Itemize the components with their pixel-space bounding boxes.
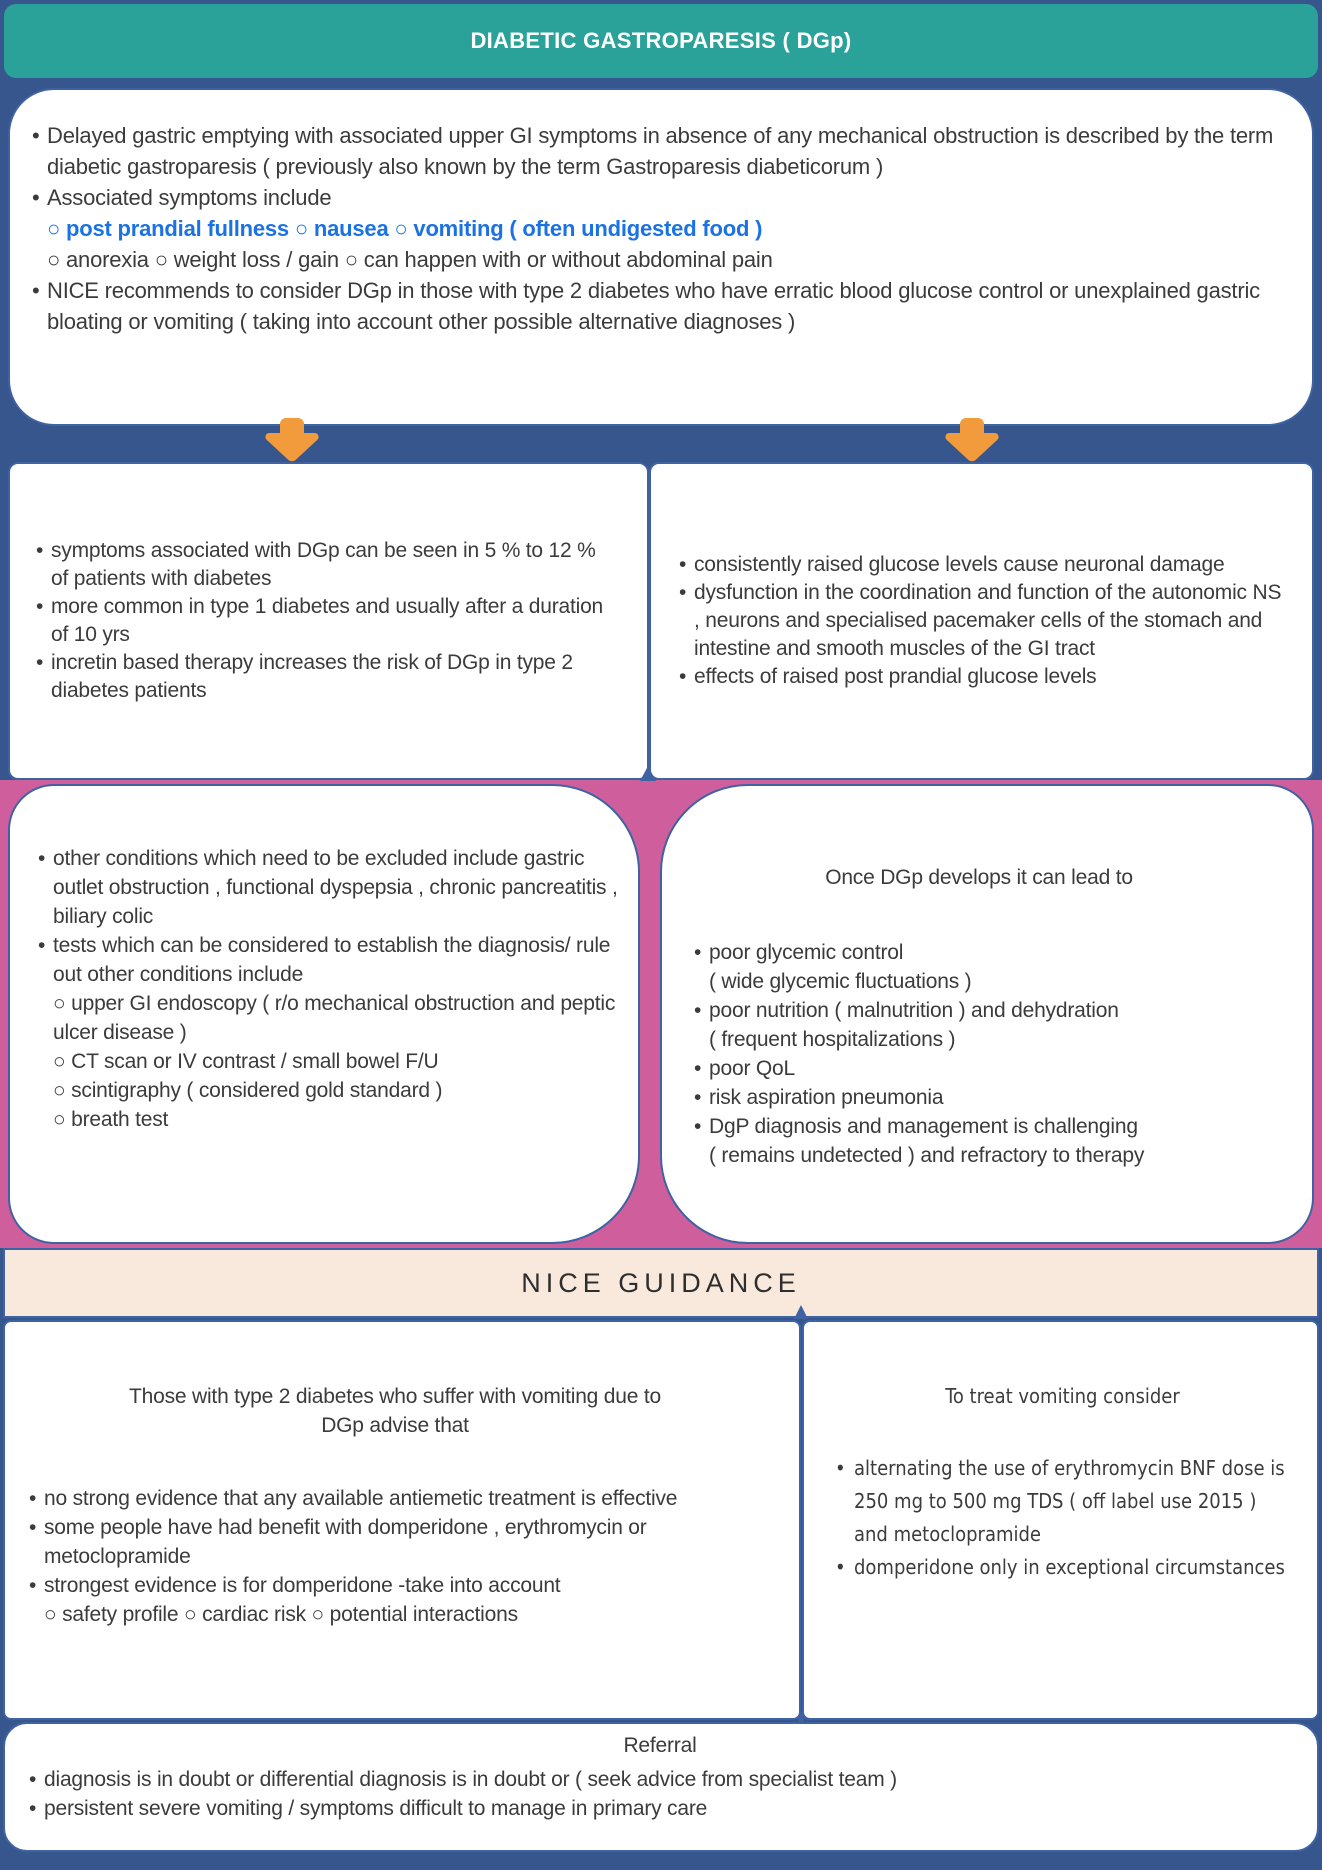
consequence-bullet: • DgP diagnosis and management is challenging — [692, 1112, 1286, 1141]
epidemiology-bullet: • more common in type 1 diabetes and usually after a duration of 10 yrs — [34, 593, 607, 649]
exclusion-test-item: ○ scintigraphy ( considered gold standard ) — [53, 1079, 443, 1102]
consequence-bullet: • risk aspiration pneumonia — [692, 1083, 1286, 1112]
treatment-bullet: • alternating the use of erythromycin BNF dose is 250 mg to 500 mg TDS ( off label use 2015 ) and metoclopramide — [832, 1452, 1293, 1551]
intro-list — [30, 120, 1284, 337]
consequence-bullet: • poor glycemic control — [692, 938, 1286, 967]
vomiting-treatment-box — [802, 1320, 1319, 1720]
antiemetic-advice-title: Those with type 2 diabetes who suffer with vomiting due to DGp advise that — [129, 1385, 661, 1437]
antiemetic-advice-list — [27, 1484, 763, 1629]
exclusion-bullet-tests: • tests which can be considered to establish the diagnosis/ rule out other conditions include — [36, 931, 620, 989]
consequence-continuation: ( remains undetected ) and refractory to therapy — [709, 1144, 1145, 1167]
vomiting-treatment-title: To treat vomiting consider — [945, 1384, 1180, 1408]
consequence-bullet: • poor QoL — [692, 1054, 1286, 1083]
down-arrow-icon — [944, 417, 1000, 462]
exclusion-test-item: ○ CT scan or IV contrast / small bowel F/U — [53, 1050, 439, 1073]
pathophysiology-bullet: • dysfunction in the coordination and function of the autonomic NS , neurons and specialised pacemaker cells of the stomach and intestine and smooth muscles of the GI tract — [677, 579, 1288, 663]
intro-bullet-symptoms: • Associated symptoms include — [30, 182, 1284, 213]
exclusion-bullet-conditions: • other conditions which need to be excluded include gastric outlet obstruction , functional dyspepsia , chronic pancreatitis , biliary colic — [36, 844, 620, 931]
pathophysiology-list — [677, 551, 1288, 691]
intro-bullet-nice: • NICE recommends to consider DGp in those with type 2 diabetes who have erratic blood glucose control or unexplained gastric bloating or vomiting ( taking into account other possible alternative diagnoses ) — [30, 275, 1284, 337]
advice-sub-bullet: ○ safety profile ○ cardiac risk ○ potential interactions — [44, 1603, 518, 1626]
intro-symptoms-secondary: ○ anorexia ○ weight loss / gain ○ can happen with or without abdominal pain — [47, 247, 773, 272]
consequences-title: Once DGp develops it can lead to — [825, 866, 1133, 889]
referral-box — [3, 1722, 1319, 1852]
treatment-bullet: • domperidone only in exceptional circumstances — [832, 1551, 1293, 1584]
referral-list — [27, 1765, 1293, 1823]
consequence-continuation: ( wide glycemic fluctuations ) — [709, 970, 972, 993]
vomiting-treatment-list — [832, 1452, 1293, 1584]
exclusion-test-item: ○ upper GI endoscopy ( r/o mechanical obstruction and peptic ulcer disease ) — [53, 992, 616, 1044]
pathophysiology-box — [649, 462, 1314, 780]
nice-guidance-label: NICE GUIDANCE — [521, 1267, 801, 1298]
advice-bullet: • strongest evidence is for domperidone -take into account — [27, 1571, 724, 1600]
intro-symptoms-highlighted: ○ post prandial fullness ○ nausea ○ vomiting ( often undigested food ) — [47, 216, 763, 241]
consequences-list — [692, 938, 1286, 1170]
consequences-box — [660, 784, 1314, 1244]
advice-bullet: • some people have had benefit with domperidone , erythromycin or metoclopramide — [27, 1513, 724, 1571]
differential-diagnosis-box — [8, 784, 640, 1244]
intro-box — [8, 88, 1314, 426]
exclusion-test-item: ○ breath test — [53, 1108, 169, 1131]
epidemiology-bullet: • incretin based therapy increases the risk of DGp in type 2 diabetes patients — [34, 649, 607, 705]
down-arrow-icon — [264, 417, 320, 462]
epidemiology-box — [8, 462, 649, 780]
triangle-up-icon — [794, 1305, 808, 1319]
pathophysiology-bullet: • consistently raised glucose levels cause neuronal damage — [677, 551, 1288, 579]
epidemiology-list — [34, 537, 607, 705]
pathophysiology-bullet: • effects of raised post prandial glucose levels — [677, 663, 1288, 691]
referral-title: Referral — [623, 1734, 697, 1757]
advice-bullet: • no strong evidence that any available antiemetic treatment is effective — [27, 1484, 724, 1513]
consequence-continuation: ( frequent hospitalizations ) — [709, 1028, 956, 1051]
triangle-up-icon — [640, 766, 656, 781]
epidemiology-bullet: • symptoms associated with DGp can be seen in 5 % to 12 % of patients with diabetes — [34, 537, 607, 593]
referral-bullet: • persistent severe vomiting / symptoms difficult to manage in primary care — [27, 1794, 1293, 1823]
antiemetic-advice-box — [3, 1320, 801, 1720]
nice-guidance-banner — [3, 1248, 1319, 1318]
consequence-bullet: • poor nutrition ( malnutrition ) and dehydration — [692, 996, 1286, 1025]
referral-bullet: • diagnosis is in doubt or differential diagnosis is in doubt or ( seek advice from specialist team ) — [27, 1765, 1293, 1794]
title-banner — [4, 4, 1318, 78]
intro-bullet-definition: • Delayed gastric emptying with associated upper GI symptoms in absence of any mechanical obstruction is described by the term diabetic gastroparesis ( previously also known by the term Gastroparesis diabeticorum ) — [30, 120, 1284, 182]
page-title: DIABETIC GASTROPARESIS ( DGp) — [470, 28, 852, 53]
differential-list — [36, 844, 620, 1134]
